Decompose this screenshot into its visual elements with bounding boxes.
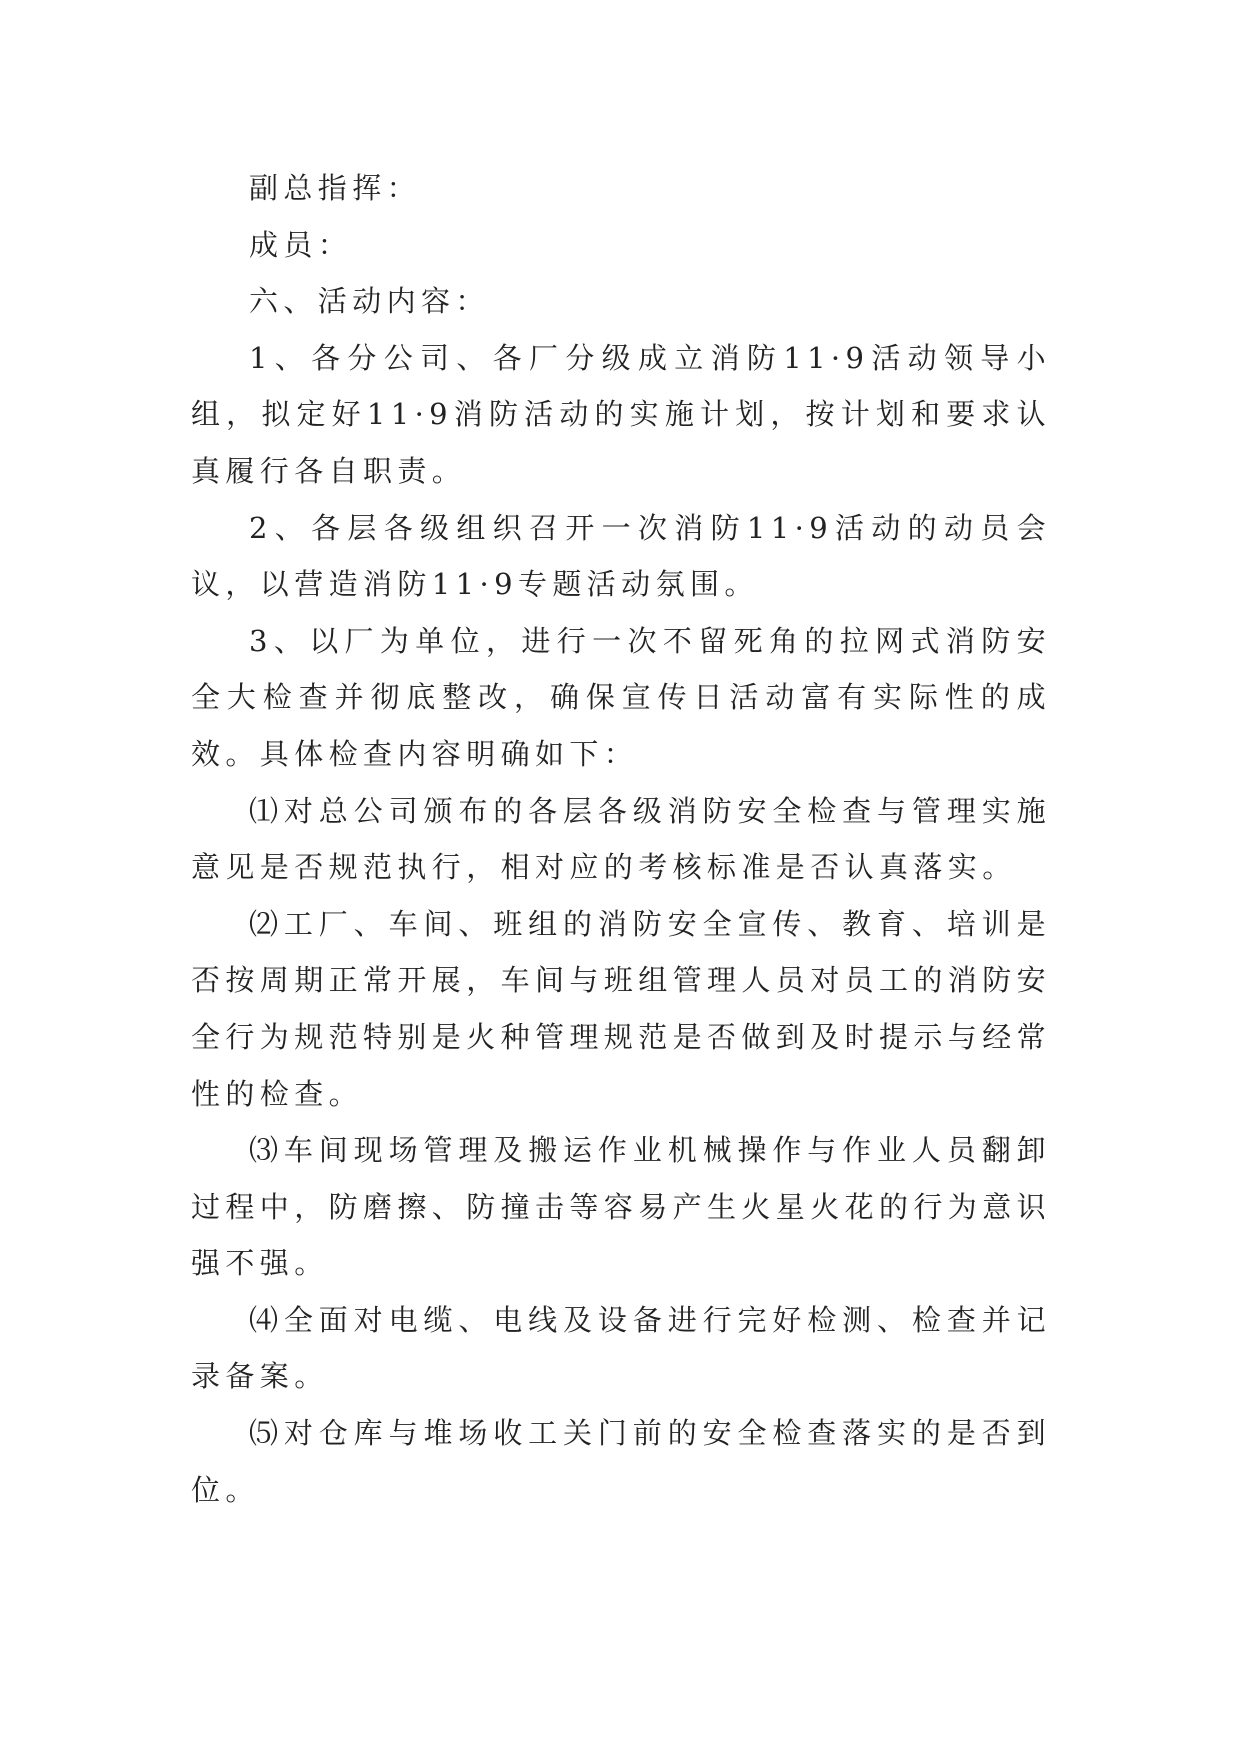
item-1: 1、各分公司、各厂分级成立消防11·9活动领导小组，拟定好11·9消防活动的实施计划，按计划和要求认真履行各自职责。 xyxy=(191,340,1051,488)
item-3: 3、以厂为单位，进行一次不留死角的拉网式消防安全大检查并彻底整改，确保宣传日活动富有实际性的成效。具体检查内容明确如下： xyxy=(191,623,1051,771)
sub-item-5: ⑸对仓库与堆场收工关门前的安全检查落实的是否到位。 xyxy=(191,1416,1051,1507)
document-body xyxy=(191,160,1051,1518)
sub-item-4: ⑷全面对电缆、电线及设备进行完好检测、检查并记录备案。 xyxy=(191,1302,1051,1394)
section-heading: 六、活动内容： xyxy=(249,284,490,319)
sub-item-3: ⑶车间现场管理及搬运作业机械操作与作业人员翻卸过程中，防磨擦、防撞击等容易产生火星火花的行为意识强不强。 xyxy=(191,1133,1052,1281)
sub-item-2: ⑵工厂、车间、班组的消防安全宣传、教育、培训是否按周期正常开展，车间与班组管理人员对员工的消防安全行为规范特别是火种管理规范是否做到及时提示与经常性的检查。 xyxy=(191,906,1052,1111)
members-line: 成员： xyxy=(249,227,353,262)
sub-item-1: ⑴对总公司颁布的各层各级消防安全检查与管理实施意见是否规范执行，相对应的考核标准是否认真落实。 xyxy=(191,793,1051,885)
item-2: 2、各层各级组织召开一次消防11·9活动的动员会议，以营造消防11·9专题活动氛围。 xyxy=(191,510,1051,602)
deputy-commander-line: 副总指挥： xyxy=(249,171,422,205)
